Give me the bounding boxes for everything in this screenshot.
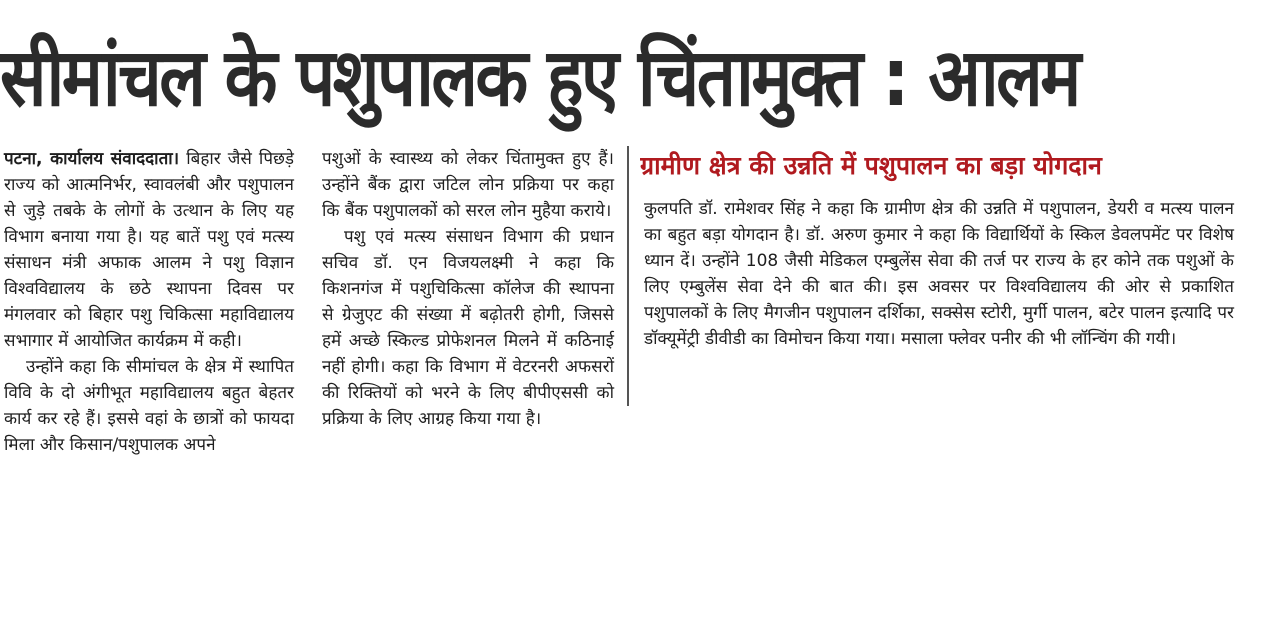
article-column-1: [4, 146, 294, 458]
article-paragraph: [4, 146, 294, 354]
subheadline: ग्रामीण क्षेत्र की उन्नति में पशुपालन का बड़ा योगदान: [640, 151, 1102, 180]
column-divider: [627, 146, 629, 406]
article-paragraph: उन्होंने कहा कि सीमांचल के क्षेत्र में स्थापित विवि के दो अंगीभूत महाविद्यालय बहुत बेहतर कार्य कर रहे हैं। इससे वहां के छात्रों को फायदा मिला और किसान/पशुपालक अपने: [4, 357, 294, 455]
article-column-3: [644, 196, 1234, 352]
headline: सीमांचल के पशुपालक हुए चिंतामुक्त : आलम: [0, 31, 1079, 124]
dateline: पटना, कार्यालय संवाददाता।: [4, 149, 180, 169]
article-paragraph: कुलपति डॉ. रामेशवर सिंह ने कहा कि ग्रामीण क्षेत्र की उन्नति में पशुपालन, डेयरी व मत्स्य पालन का बहुत बड़ा योगदान है। डॉ. अरुण कुमार ने कहा कि विद्यार्थियों के स्किल डेवलपमेंट पर विशेष ध्यान दें। उन्होंने 108 जैसी मेडिकल एम्बुलेंस सेवा की तर्ज पर राज्य के हर कोने तक पशुओं के लिए एम्बुलेंस सेवा देने की बात की। इस अवसर पर विश्वविद्यालय की ओर से प्रकाशित पशुपालकों के लिए मैगजीन पशुपालन दर्शिका, सक्सेस स्टोरी, मुर्गी पालन, बटेर पालन इत्यादि पर डॉक्यूमेंट्री डीवीडी का विमोचन किया गया। मसाला फ्लेवर पनीर की भी लॉन्चिंग की गयी।: [644, 199, 1234, 349]
article-paragraph: पशु एवं मत्स्य संसाधन विभाग की प्रधान सचिव डॉ. एन विजयलक्ष्मी ने कहा कि किशनगंज में पशुचिकित्सा कॉलेज की स्थापना से ग्रेजुएट की संख्या में बढ़ोतरी होगी, जिससे हमें अच्छे स्किल्ड प्रोफेशनल मिलने में कठिनाई नहीं होगी। कहा कि विभाग में वेटरनरी अफसरों की रिक्तियों को भरने के लिए बीपीएससी को प्रक्रिया के लिए आग्रह किया गया है।: [322, 227, 614, 429]
paragraph-text: बिहार जैसे पिछड़े राज्य को आत्मनिर्भर, स्वावलंबी और पशुपालन से जुड़े तबके के लोगों के उत्थान के लिए यह विभाग बनाया गया है। यह बातें पशु एवं मत्स्य संसाधन मंत्री अफाक आलम ने पशु विज्ञान विश्वविद्यालय के छठे स्थापना दिवस पर मंगलवार को बिहार पशु चिकित्सा महाविद्यालय सभागार में आयोजित कार्यक्रम में कही।: [4, 149, 294, 351]
article-column-2: [322, 146, 614, 432]
article-paragraph: पशुओं के स्वास्थ्य को लेकर चिंतामुक्त हुए हैं। उन्होंने बैंक द्वारा जटिल लोन प्रक्रिया पर कहा कि बैंक पशुपालकों को सरल लोन मुहैया कराये।: [322, 149, 614, 221]
